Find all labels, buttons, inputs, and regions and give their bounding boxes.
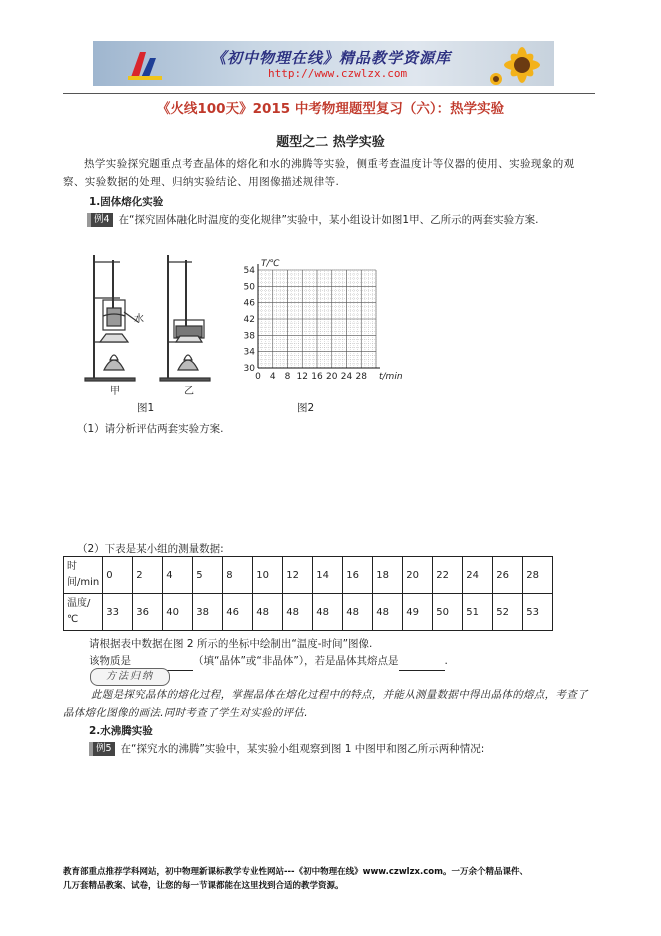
table-cell-time: 18	[373, 557, 403, 594]
table-cell-time: 5	[193, 557, 223, 594]
y-tick-label: 50	[243, 282, 255, 293]
example4-text: 在“探究固体融化时温度的变化规律”实验中，某小组设计如图1甲、乙所示的两套实验方案.	[118, 214, 539, 226]
table-cell-temp: 48	[253, 594, 283, 631]
banner-url[interactable]: http://www.czwlzx.com	[268, 67, 408, 80]
table-cell-temp: 33	[103, 594, 133, 631]
table-header-time: 时间/min	[64, 557, 103, 594]
section1-heading: 1.固体熔化实验	[89, 196, 164, 208]
x-tick-label: 0	[255, 372, 261, 382]
table-cell-temp: 40	[163, 594, 193, 631]
apparatus-b-label: 乙	[184, 386, 194, 397]
x-tick-label: 8	[284, 372, 291, 382]
page-footer	[63, 865, 598, 893]
page-title: 《火线100天》2015 中考物理题型复习（六）：热学实验	[156, 101, 505, 117]
x-tick-label: 20	[326, 372, 338, 382]
figure1-apparatus	[80, 250, 230, 400]
figure2-chart	[232, 254, 417, 384]
table-cell-time: 10	[253, 557, 283, 594]
y-axis-label: T/℃	[261, 259, 280, 269]
section2-heading: 2.水沸腾实验	[89, 725, 153, 737]
table-cell-temp: 36	[133, 594, 163, 631]
table-cell-temp: 52	[493, 594, 523, 631]
y-tick-label: 54	[243, 266, 255, 276]
fill-in-text-c: .	[444, 655, 448, 667]
table-cell-time: 8	[223, 557, 253, 594]
table-cell-temp: 49	[403, 594, 433, 631]
x-tick-label: 24	[340, 372, 353, 382]
question1: （1）请分析评估两套实验方案.	[77, 423, 224, 435]
section-title: 题型之二 热学实验	[276, 135, 385, 150]
example4-badge: 例4	[87, 213, 113, 227]
table-cell-temp: 48	[373, 594, 403, 631]
table-header-temp: 温度/℃	[64, 594, 103, 631]
measurement-table	[63, 556, 553, 631]
sunflower-icon	[488, 43, 548, 86]
table-cell-time: 0	[103, 557, 133, 594]
draw-instruction: 请根据表中数据在图 2 所示的坐标中绘制出“温度-时间”图像.	[89, 638, 373, 650]
table-cell-temp: 48	[283, 594, 313, 631]
table-cell-temp: 48	[343, 594, 373, 631]
header-banner	[93, 41, 554, 86]
x-tick-label: 16	[311, 372, 323, 382]
table-cell-time: 4	[163, 557, 193, 594]
table-cell-time: 16	[343, 557, 373, 594]
table-cell-temp: 50	[433, 594, 463, 631]
banner-title: 《初中物理在线》精品教学资源库	[211, 49, 452, 67]
table-cell-temp: 51	[463, 594, 493, 631]
site-logo-icon	[126, 48, 164, 82]
example4-question	[63, 211, 595, 229]
table-cell-temp: 53	[523, 594, 553, 631]
example5-badge: 例5	[89, 742, 115, 756]
y-tick-label: 30	[243, 364, 255, 374]
x-tick-label: 12	[296, 372, 308, 382]
table-cell-temp: 38	[193, 594, 223, 631]
apparatus-b	[160, 255, 210, 381]
table-cell-time: 12	[283, 557, 313, 594]
header-rule	[63, 93, 595, 94]
footer-line1: 教育部重点推荐学科网站，初中物理新课标教学专业性网站---《初中物理在线》www.czwlzx.com。一万余个精品课件、	[63, 867, 528, 877]
apparatus-a-label: 甲	[110, 386, 120, 397]
table-cell-temp: 46	[223, 594, 253, 631]
figure1-caption: 图1	[137, 402, 155, 414]
y-tick-label: 38	[243, 331, 255, 342]
table-cell-time: 14	[313, 557, 343, 594]
x-tick-label: 28	[355, 372, 367, 382]
fill-in-text-b: （填“晶体”或“非晶体”），若是晶体其熔点是	[193, 655, 399, 667]
table-cell-temp: 48	[313, 594, 343, 631]
table-cell-time: 20	[403, 557, 433, 594]
table-cell-time: 24	[463, 557, 493, 594]
answer-blank-melting-point[interactable]	[399, 652, 445, 671]
example5-question	[89, 740, 595, 758]
method-summary-text: 此题是探究晶体的熔化过程，掌握晶体在熔化过程中的特点，并能从测量数据中得出晶体的熔点，考查了晶体熔化图像的画法.同时考查了学生对实验的评估.	[63, 689, 588, 719]
table-row-temp	[64, 594, 553, 631]
water-label: 水	[134, 314, 144, 325]
fill-in-text-a: 该物质是	[89, 655, 131, 667]
table-cell-time: 28	[523, 557, 553, 594]
intro-paragraph: 热学实验探究题重点考查晶体的熔化和水的沸腾等实验，侧重考查温度计等仪器的使用、实验现象的观察、实验数据的处理、归纳实验结论、用图像描述规律等.	[63, 158, 575, 188]
x-axis-label: t/min	[379, 372, 403, 382]
y-tick-label: 34	[243, 347, 255, 358]
table-row-time	[64, 557, 553, 594]
x-tick-label: 4	[269, 372, 276, 382]
y-tick-label: 46	[243, 298, 255, 309]
example5-text: 在“探究水的沸腾”实验中，某实验小组观察到图 1 中图甲和图乙所示两种情况:	[120, 743, 485, 755]
method-summary-badge: 方法归纳	[90, 668, 170, 686]
table-cell-time: 22	[433, 557, 463, 594]
table-cell-time: 2	[133, 557, 163, 594]
question2: （2）下表是某小组的测量数据:	[77, 543, 224, 555]
y-tick-label: 42	[243, 315, 255, 325]
apparatus-a	[85, 255, 138, 381]
footer-line2: 几万套精品教案、试卷，让您的每一节课都能在这里找到合适的教学资源。	[63, 881, 344, 891]
figure2-caption: 图2	[297, 402, 315, 414]
table-cell-time: 26	[493, 557, 523, 594]
